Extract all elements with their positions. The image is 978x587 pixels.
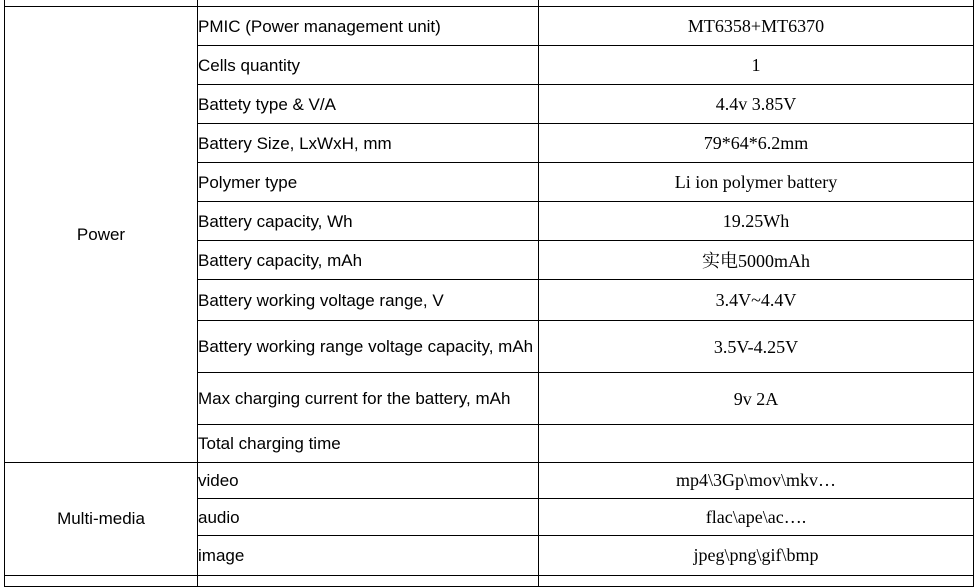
value-cell: Li ion polymer battery — [539, 163, 974, 202]
param-cell: Battery capacity, Wh — [198, 202, 539, 241]
value-cell: 79*64*6.2mm — [539, 124, 974, 163]
table-row — [5, 463, 974, 499]
param-cell: PMIC (Power management unit) — [198, 7, 539, 46]
value-cell: 19.25Wh — [539, 202, 974, 241]
value-cell: MT6358+MT6370 — [539, 7, 974, 46]
param-cell — [198, 576, 539, 587]
value-cell — [539, 576, 974, 587]
param-cell: Max charging current for the battery, mAh — [198, 373, 539, 425]
param-cell: Total charging time — [198, 425, 539, 463]
value-cell: flac\ape\ac…. — [539, 499, 974, 536]
category-cell — [5, 576, 198, 587]
value-cell: jpeg\png\gif\bmp — [539, 536, 974, 576]
value-cell: 3.5V-4.25V — [539, 321, 974, 373]
param-cell: Battery working voltage range, V — [198, 280, 539, 321]
param-cell: image — [198, 536, 539, 576]
param-cell: Battery Size, LxWxH, mm — [198, 124, 539, 163]
param-cell: audio — [198, 499, 539, 536]
param-cell: video — [198, 463, 539, 499]
table-row — [5, 7, 974, 46]
value-cell: 9v 2A — [539, 373, 974, 425]
value-cell: mp4\3Gp\mov\mkv… — [539, 463, 974, 499]
param-cell: Battery working range voltage capacity, mAh — [198, 321, 539, 373]
param-cell: Polymer type — [198, 163, 539, 202]
param-cell: Cells quantity — [198, 46, 539, 85]
param-cell: Battery capacity, mAh — [198, 241, 539, 280]
value-cell: 4.4v 3.85V — [539, 85, 974, 124]
value-cell — [539, 425, 974, 463]
value-cell: 3.4V~4.4V — [539, 280, 974, 321]
table-row — [5, 576, 974, 587]
category-power: Power — [5, 7, 198, 463]
param-cell: Battety type & V/A — [198, 85, 539, 124]
value-cell: 实电5000mAh — [539, 241, 974, 280]
category-multimedia: Multi-media — [5, 463, 198, 576]
value-cell: 1 — [539, 46, 974, 85]
spec-table — [4, 0, 974, 587]
